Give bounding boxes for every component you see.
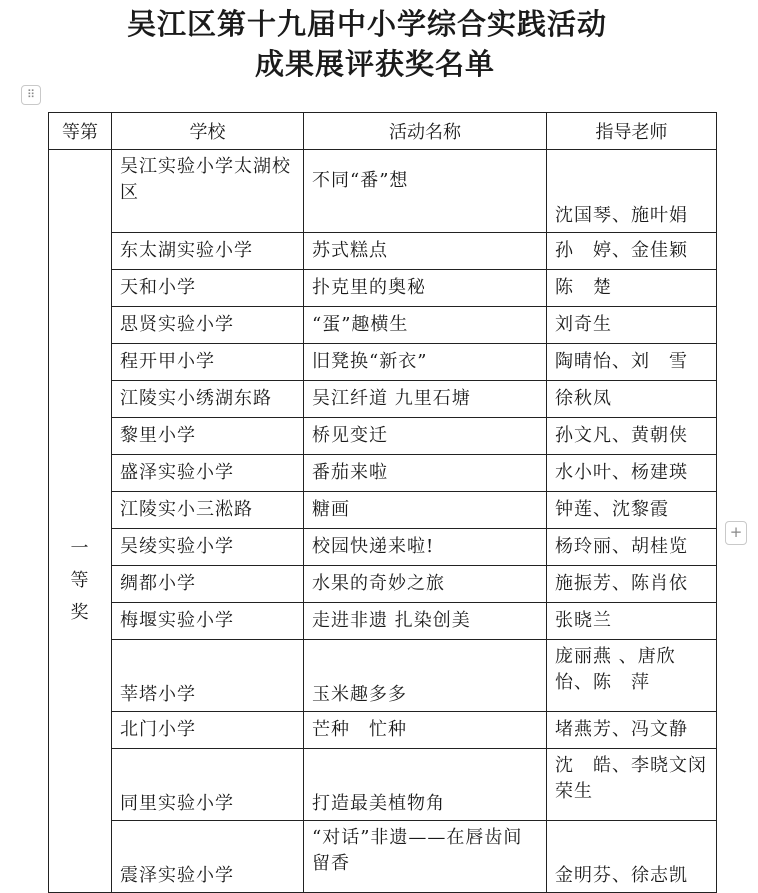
school-cell: 北门小学 bbox=[112, 712, 304, 749]
header-activity: 活动名称 bbox=[304, 113, 547, 150]
teacher-cell: 庞丽燕 、唐欣怡、陈 萍 bbox=[547, 640, 717, 712]
table-row bbox=[49, 233, 717, 270]
school-cell: 程开甲小学 bbox=[112, 344, 304, 381]
activity-cell: “蛋”趣横生 bbox=[304, 307, 547, 344]
activity-cell: 水果的奇妙之旅 bbox=[304, 566, 547, 603]
table-row bbox=[49, 307, 717, 344]
table-row bbox=[49, 418, 717, 455]
activity-cell: 吴江纤道 九里石塘 bbox=[304, 381, 547, 418]
table-row bbox=[49, 603, 717, 640]
activity-cell: 番茄来啦 bbox=[304, 455, 547, 492]
header-school: 学校 bbox=[112, 113, 304, 150]
school-cell: 盛泽实验小学 bbox=[112, 455, 304, 492]
activity-cell: 玉米趣多多 bbox=[304, 640, 547, 712]
table-row bbox=[49, 381, 717, 418]
page-subtitle: 成果展评获奖名单 bbox=[254, 47, 495, 81]
school-cell: 黎里小学 bbox=[112, 418, 304, 455]
table-drag-handle-icon[interactable]: ⠿ bbox=[21, 85, 41, 105]
school-cell: 思贤实验小学 bbox=[112, 307, 304, 344]
table-row bbox=[49, 749, 717, 821]
teacher-cell: 刘奇生 bbox=[547, 307, 717, 344]
school-cell: 天和小学 bbox=[112, 270, 304, 307]
teacher-cell: 水小叶、杨建瑛 bbox=[547, 455, 717, 492]
table-row bbox=[49, 270, 717, 307]
activity-cell: 不同“番”想 bbox=[304, 150, 547, 233]
award-table bbox=[48, 112, 717, 893]
header-teacher: 指导老师 bbox=[547, 113, 717, 150]
school-cell: 莘塔小学 bbox=[112, 640, 304, 712]
table-header-row bbox=[49, 113, 717, 150]
teacher-cell: 堵燕芳、冯文静 bbox=[547, 712, 717, 749]
teacher-cell: 沈国琴、施叶娟 bbox=[547, 150, 717, 233]
teacher-cell: 孙文凡、黄朝侠 bbox=[547, 418, 717, 455]
activity-cell: 芒种 忙种 bbox=[304, 712, 547, 749]
table-row bbox=[49, 529, 717, 566]
header-rank: 等第 bbox=[49, 113, 112, 150]
activity-cell: 扑克里的奥秘 bbox=[304, 270, 547, 307]
prize-cell bbox=[49, 150, 112, 893]
teacher-cell: 施振芳、陈肖依 bbox=[547, 566, 717, 603]
table-row bbox=[49, 150, 717, 233]
table-row bbox=[49, 640, 717, 712]
activity-cell: 校园快递来啦! bbox=[304, 529, 547, 566]
teacher-cell: 金明芬、徐志凯 bbox=[547, 821, 717, 893]
table-row bbox=[49, 344, 717, 381]
school-cell: 江陵实小绣湖东路 bbox=[112, 381, 304, 418]
teacher-cell: 孙 婷、金佳颖 bbox=[547, 233, 717, 270]
school-cell: 吴绫实验小学 bbox=[112, 529, 304, 566]
table-row bbox=[49, 492, 717, 529]
activity-cell: 走进非遗 扎染创美 bbox=[304, 603, 547, 640]
school-cell: 同里实验小学 bbox=[112, 749, 304, 821]
add-column-button[interactable]: + bbox=[725, 521, 747, 545]
school-cell: 江陵实小三淞路 bbox=[112, 492, 304, 529]
teacher-cell: 沈 皓、李晓文闵荣生 bbox=[547, 749, 717, 821]
activity-cell: “对话”非遗——在唇齿间留香 bbox=[304, 821, 547, 893]
school-cell: 梅堰实验小学 bbox=[112, 603, 304, 640]
page-title: 吴江区第十九届中小学综合实践活动 bbox=[126, 7, 607, 41]
activity-cell: 桥见变迁 bbox=[304, 418, 547, 455]
teacher-cell: 徐秋凤 bbox=[547, 381, 717, 418]
teacher-cell: 杨玲丽、胡桂览 bbox=[547, 529, 717, 566]
activity-cell: 糖画 bbox=[304, 492, 547, 529]
table-row bbox=[49, 821, 717, 893]
table-row bbox=[49, 566, 717, 603]
activity-cell: 旧凳换“新衣” bbox=[304, 344, 547, 381]
table-row bbox=[49, 712, 717, 749]
school-cell: 震泽实验小学 bbox=[112, 821, 304, 893]
prize-label: 一等奖 bbox=[70, 538, 90, 623]
activity-cell: 打造最美植物角 bbox=[304, 749, 547, 821]
teacher-cell: 钟莲、沈黎霞 bbox=[547, 492, 717, 529]
school-cell: 东太湖实验小学 bbox=[112, 233, 304, 270]
school-cell: 吴江实验小学太湖校区 bbox=[112, 150, 304, 233]
table-row bbox=[49, 455, 717, 492]
teacher-cell: 张晓兰 bbox=[547, 603, 717, 640]
activity-cell: 苏式糕点 bbox=[304, 233, 547, 270]
school-cell: 绸都小学 bbox=[112, 566, 304, 603]
teacher-cell: 陈 楚 bbox=[547, 270, 717, 307]
teacher-cell: 陶晴怡、刘 雪 bbox=[547, 344, 717, 381]
